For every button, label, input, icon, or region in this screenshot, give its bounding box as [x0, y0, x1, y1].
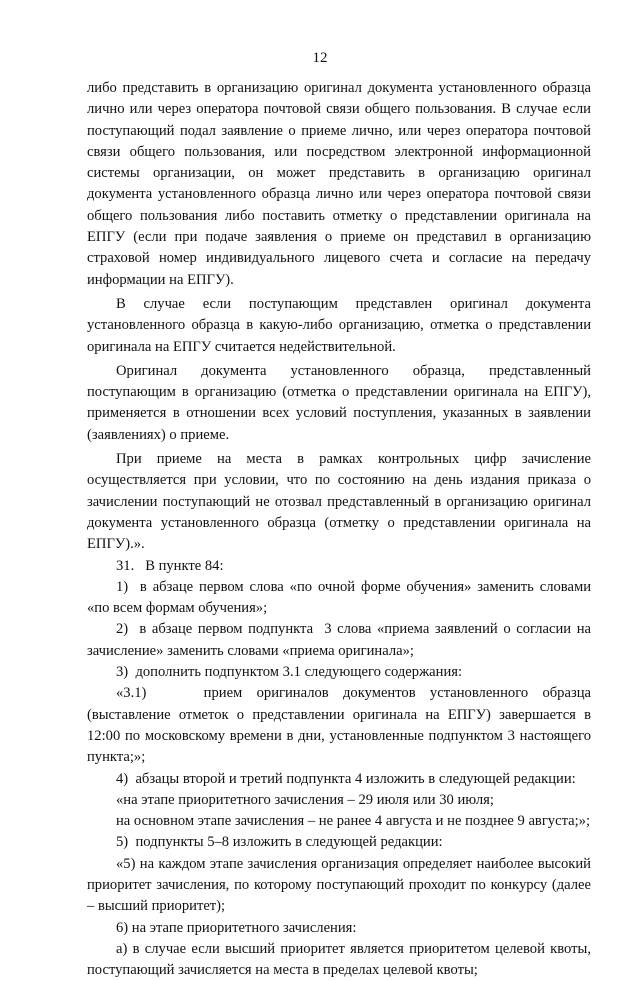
paragraph-highest-priority: «5) на каждом этапе зачисления организация определяет наиболее высокий приоритет зачисления, по которому поступающий проходит по конкурсу (далее – высший приоритет);: [87, 855, 591, 915]
paragraph-priority-stage: «на этапе приоритетного зачисления – 29 июля или 30 июля;: [116, 791, 494, 808]
paragraph-target-quota: а) в случае если высший приоритет является приоритетом целевой квоты, поступающий зачисляется на места в пределах целевой квоты;: [87, 940, 591, 979]
document-body: [87, 78, 591, 981]
paragraph-subitem-1: 1) в абзаце первом слова «по очной форме обучения» заменить словами «по всем формам обучения»;: [87, 578, 591, 617]
paragraph-original-submission: либо представить в организацию оригинал документа установленного образца лично или через оператора почтовой связи общего пользования. В случае если поступающий подал заявление о приеме лично, или через оператора почтовой связи общего пользования, или посредством электронной информационной системы организации, он может представить в организацию оригинал документа установленного образца лично или через оператора почтовой связи общего пользования либо поставить отметку о представлении оригинала на ЕПГУ (если при подаче заявления о приеме он представил в организацию страховой номер индивидуального лицевого счета и согласие на передачу информации на ЕПГУ).: [87, 80, 591, 288]
paragraph-invalid-mark: В случае если поступающим представлен оригинал документа установленного образца в какую-либо организацию, отметка о представлении оригинала на ЕПГУ считается недействительной.: [87, 295, 591, 355]
paragraph-subitem-3: 3) дополнить подпунктом 3.1 следующего содержания:: [116, 664, 463, 681]
page-number: 12: [312, 50, 328, 66]
paragraph-main-stage: на основном этапе зачисления – не ранее 4 августа и не позднее 9 августа;»;: [116, 813, 591, 830]
paragraph-subitem-2: 2) в абзаце первом подпункта 3 слова «приема заявлений о согласии на зачисление» заменить словами «приема оригинала»;: [87, 621, 591, 659]
paragraph-admission-condition: При приеме на места в рамках контрольных цифр зачисление осуществляется при условии, что по состоянию на день издания приказа о зачислении поступающий не отозвал представленный в организацию оригинал документа установленного образца (отметку о представлении оригинала на ЕПГУ).».: [87, 451, 591, 553]
paragraph-subitem-5: 5) подпункты 5–8 изложить в следующей редакции:: [116, 834, 443, 851]
paragraph-subitem-4: 4) абзацы второй и третий подпункта 4 изложить в следующей редакции:: [116, 770, 576, 787]
paragraph-subitem-3-1: «3.1) прием оригиналов документов установленного образца (выставление отметок о представлении оригинала на ЕПГУ) завершается в 12:00 по московскому времени в дни, установленные подпунктом 3 настоящего пункта;»;: [87, 685, 591, 766]
paragraph-item-31: 31. В пункте 84:: [116, 557, 224, 574]
paragraph-priority-enrollment: 6) на этапе приоритетного зачисления:: [116, 919, 357, 936]
paragraph-original-applies: Оригинал документа установленного образца, представленный поступающим в организацию (отметка о представлении оригинала на ЕПГУ), применяется в отношении всех условий поступления, указанных в заявлении (заявлениях) о приеме.: [87, 362, 591, 443]
